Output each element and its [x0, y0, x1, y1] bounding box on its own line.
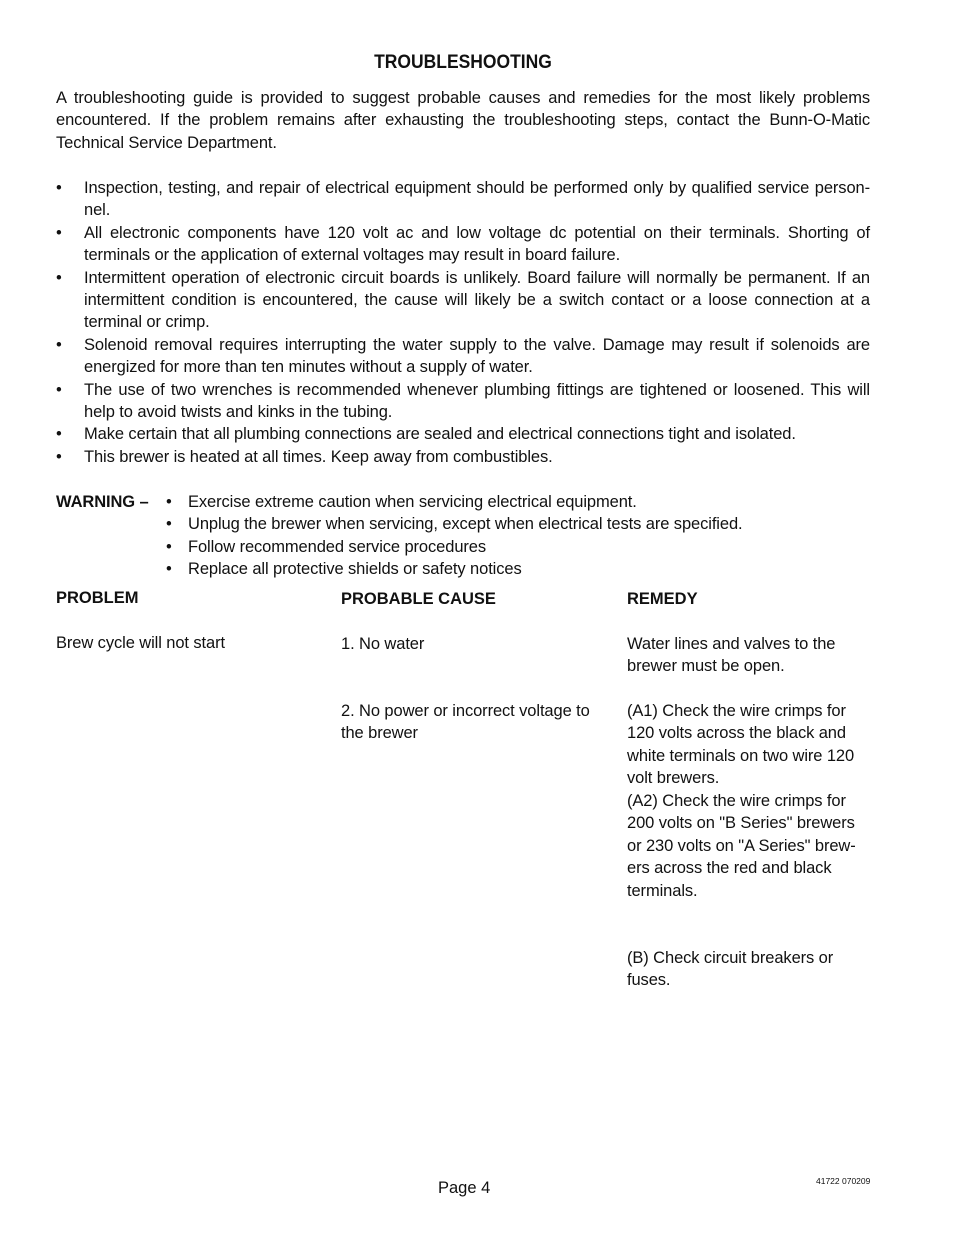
precaution-text: All electronic components have 120 volt ac and low voltage dc potential on their terminals. Shorting of terminals or the application of external voltages may result in board failure. — [84, 223, 870, 265]
page-title: TROUBLESHOOTING — [374, 52, 552, 73]
problem-column-header: PROBLEM — [56, 589, 139, 607]
bullet-icon: • — [56, 268, 62, 287]
bullet-icon: • — [56, 447, 62, 466]
intro-paragraph: A troubleshooting guide is provided to suggest probable causes and remedies for the most likely problems encountered. If the problem remains after exhausting the troubleshooting steps, contact the Bunn-O-Matic Technical Service Department. — [56, 89, 870, 152]
bullet-icon: • — [56, 335, 62, 354]
precautions-list — [56, 177, 870, 468]
warning-list — [166, 491, 866, 581]
problem-cell: Brew cycle will not start — [56, 634, 225, 652]
remedy-cell: (B) Check circuit breakers or fuses. — [627, 949, 834, 990]
bullet-icon: • — [166, 537, 172, 556]
precaution-text: This brewer is heated at all times. Keep away from combustibles. — [84, 447, 553, 466]
precaution-text: Inspection, testing, and repair of electrical equipment should be performed only by qualified service person-nel. — [84, 179, 870, 220]
precaution-item — [56, 222, 870, 267]
remedy-column-header: REMEDY — [627, 590, 698, 608]
precaution-text: Intermittent operation of electronic circuit boards is unlikely. Board failure will normally be permanent. If an intermittent condition is encountered, the cause will likely be a switch contact or a loose connection at a terminal or crimp. — [84, 268, 870, 332]
precaution-item — [56, 379, 870, 424]
precaution-text: Make certain that all plumbing connections are sealed and electrical connections tight and isolated. — [84, 425, 796, 444]
cause-cell: 2. No power or incorrect voltage to the brewer — [341, 702, 590, 743]
precaution-item — [56, 267, 870, 334]
warning-text: Unplug the brewer when servicing, except when electrical tests are specified. — [188, 515, 743, 534]
precaution-item — [56, 177, 870, 222]
precaution-item — [56, 423, 870, 445]
document-code: 41722 070209 — [816, 1176, 871, 1186]
precaution-item — [56, 334, 870, 379]
cause-cell: 1. No water — [341, 635, 425, 653]
bullet-icon: • — [56, 223, 62, 242]
bullet-icon: • — [166, 493, 172, 511]
warning-item — [166, 513, 866, 535]
cause-column-header: PROBABLE CAUSE — [341, 590, 496, 608]
warning-item — [166, 536, 866, 558]
warning-text: Exercise extreme caution when servicing electrical equipment. — [188, 493, 637, 511]
remedy-cell: Water lines and valves to the brewer must be open. — [627, 635, 836, 676]
warning-label: WARNING – — [56, 493, 149, 511]
remedy-cell: (A2) Check the wire crimps for 200 volts on "B Series" brewers or 230 volts on "A Series" brew-ers across the red and black terminals. — [627, 792, 856, 900]
bullet-icon: • — [166, 515, 172, 534]
precaution-text: Solenoid removal requires interrupting the water supply to the valve. Damage may result if solenoids are energized for more than ten minutes without a supply of water. — [84, 335, 870, 377]
precaution-text: The use of two wrenches is recommended whenever plumbing fittings are tightened or loosened. This will help to avoid twists and kinks in the tubing. — [84, 380, 870, 422]
bullet-icon: • — [166, 560, 172, 579]
warning-item — [166, 491, 866, 513]
warning-text: Follow recommended service procedures — [188, 537, 487, 556]
remedy-cell: (A1) Check the wire crimps for 120 volts across the black and white terminals on two wire 120 volt brewers. — [627, 702, 855, 788]
precaution-item — [56, 446, 870, 468]
bullet-icon: • — [56, 179, 62, 197]
page-number: Page 4 — [438, 1179, 491, 1197]
warning-item — [166, 558, 866, 580]
bullet-icon: • — [56, 425, 62, 444]
bullet-icon: • — [56, 380, 62, 399]
warning-text: Replace all protective shields or safety notices — [188, 560, 522, 579]
